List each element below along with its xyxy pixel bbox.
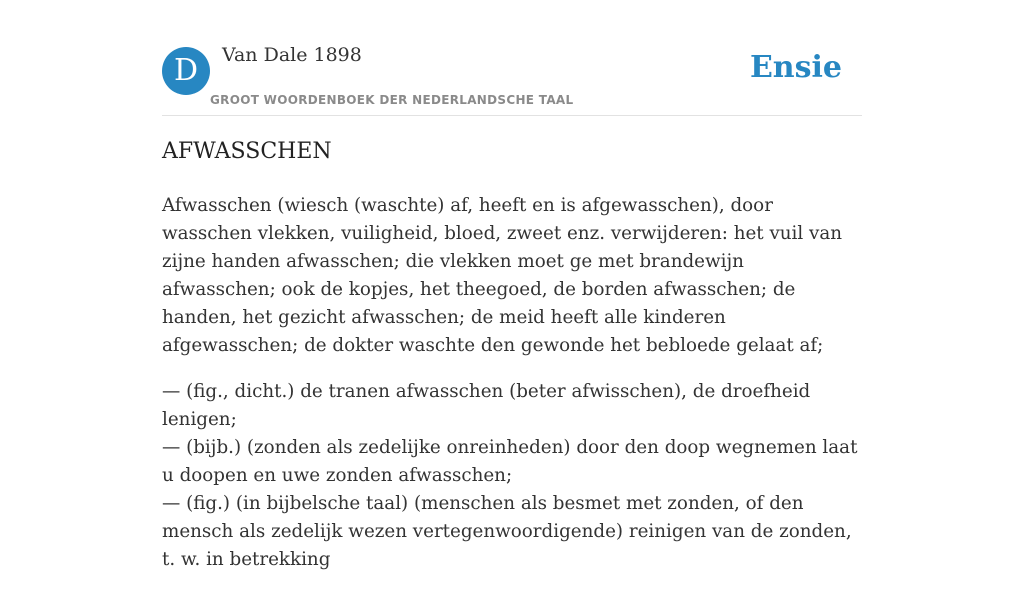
- definition-paragraph: Afwasschen (wiesch (waschte) af, heeft en is afgewasschen), door wasschen vlekken, vuiligheid, bloed, zweet enz. verwijderen: het vuil van zijne handen afwasschen; die vlekken moet ge met brandewijn afwasschen; ook de kopjes, het theegoed, de borden afwasschen; de handen, het gezicht afwasschen; de meid heeft alle kinderen afgewasschen; de dokter waschte den gewonde het bebloede gelaat af;: [162, 195, 843, 356]
- dictionary-title[interactable]: Van Dale 1898: [222, 44, 362, 66]
- site-header: [162, 0, 862, 116]
- sense-line: — (fig., dicht.) de tranen afwasschen (beter afwisschen), de droefheid lenigen;: [162, 381, 811, 430]
- dictionary-logo[interactable]: D: [162, 47, 210, 95]
- sense-line: — (bijb.) (zonden als zedelijke onreinheden) door den doop wegnemen laat u doopen en uwe zonden afwasschen;: [162, 437, 858, 486]
- content-container: [162, 0, 862, 570]
- brand-logo[interactable]: Ensie: [749, 50, 842, 85]
- sense-line: — (fig.) (in bijbelsche taal) (menschen als besmet met zonden, of den mensch als zedelijk wezen vertegenwoordigende) reinigen van de zonden, t. w. in betrekking: [162, 493, 852, 570]
- senses-paragraph: [162, 378, 862, 574]
- entry-body: [162, 192, 862, 592]
- headword: AFWASSCHEN: [162, 139, 332, 164]
- dictionary-subtitle: GROOT WOORDENBOEK DER NEDERLANDSCHE TAAL: [210, 93, 574, 107]
